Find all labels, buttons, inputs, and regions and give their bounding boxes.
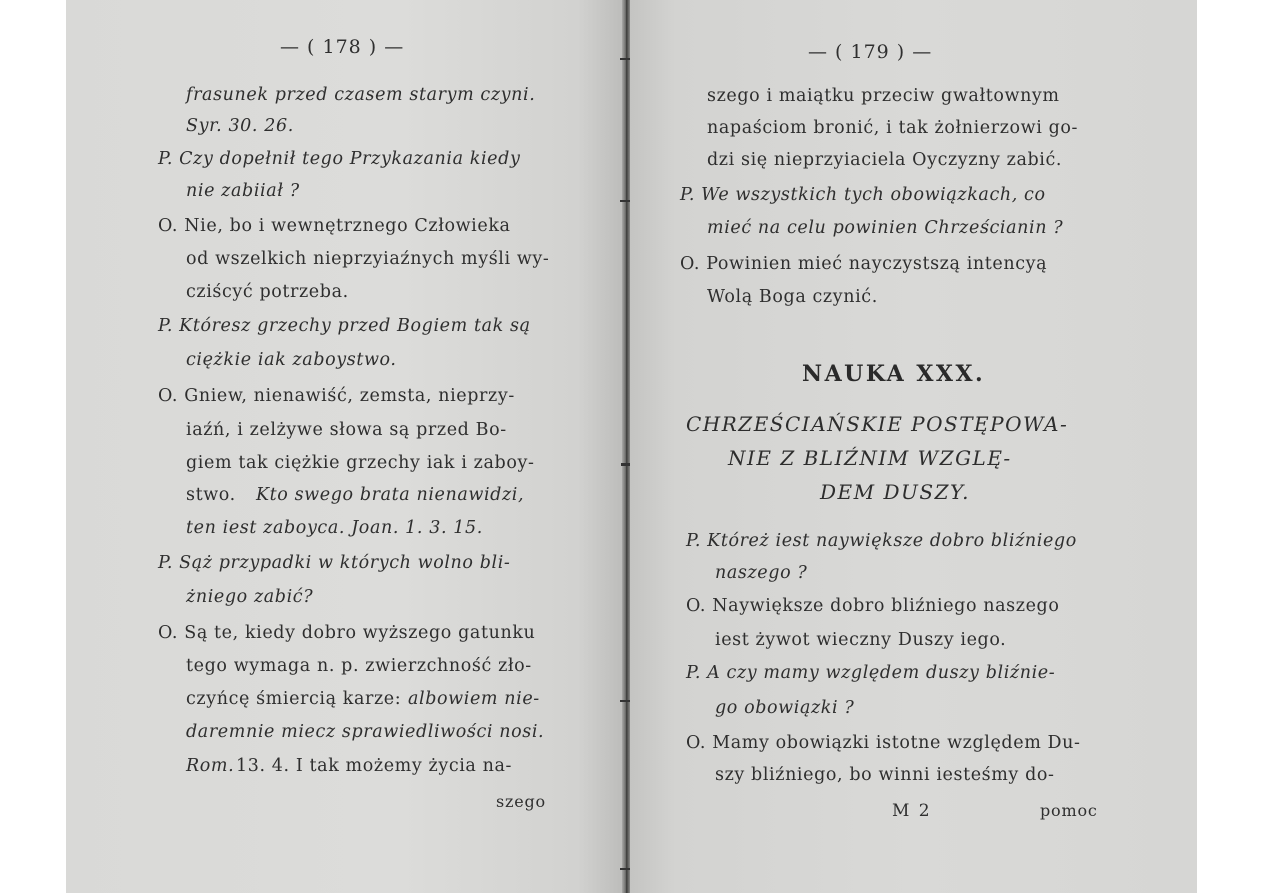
gutter-mark <box>620 700 630 702</box>
left-page <box>66 0 622 893</box>
right-line-15: szy bliźniego, bo winni iesteśmy do- <box>715 765 1055 785</box>
right-line-14: O. Mamy obowiązki istotne względem Du- <box>686 733 1081 753</box>
right-line-6: O. Powinien mieć nayczystszą intencyą <box>680 254 1048 274</box>
left-line-17: O. Są te, kiedy dobro wyższego gatunku <box>158 623 536 643</box>
subtitle-line-3: DEM DUSZY. <box>820 480 970 504</box>
right-line-4: P. We wszystkich tych obowiązkach, co <box>680 185 1046 205</box>
signature-mark: M 2 <box>892 801 932 821</box>
left-line-19b: albowiem nie- <box>408 689 540 709</box>
left-line-10: O. Gniew, nienawiść, zemsta, nieprzy- <box>158 386 515 406</box>
left-line-20: daremnie miecz sprawiedliwości nosi. <box>186 722 545 742</box>
left-line-3: P. Czy dopełnił tego Przykazania kiedy <box>158 149 521 169</box>
right-line-7: Wolą Boga czynić. <box>707 287 878 307</box>
left-line-11: iaźń, i zelżywe słowa są przed Bo- <box>186 420 507 440</box>
left-line-14: ten iest zaboyca. Joan. 1. 3. 15. <box>186 518 483 538</box>
left-line-15: P. Sąż przypadki w których wolno bli- <box>158 553 511 573</box>
right-line-11: iest żywot wieczny Duszy iego. <box>715 630 1007 650</box>
right-line-10: O. Naywiększe dobro bliźniego naszego <box>686 596 1060 616</box>
right-line-9: naszego ? <box>715 563 808 583</box>
subtitle-line-1: CHRZEŚCIAŃSKIE POSTĘPOWA- <box>686 412 1069 436</box>
right-line-2: napaściom bronić, i tak żołnierzowi go- <box>707 118 1079 138</box>
left-line-5: O. Nie, bo i wewnętrznego Człowieka <box>158 216 511 236</box>
left-page-number: — ( 178 ) — <box>280 36 405 58</box>
gutter-mark <box>620 868 630 870</box>
left-line-4: nie zabiiał ? <box>186 181 300 201</box>
left-line-16: żniego zabić? <box>186 587 314 607</box>
left-line-8: P. Któresz grzechy przed Bogiem tak są <box>158 316 531 336</box>
right-line-3: dzi się nieprzyiaciela Oyczyzny zabić. <box>707 150 1063 170</box>
left-line-18: tego wymaga n. p. zwierzchność zło- <box>186 656 532 676</box>
book-gutter <box>622 0 630 893</box>
right-page-number: — ( 179 ) — <box>808 41 933 63</box>
right-line-12: P. A czy mamy względem duszy bliźnie- <box>686 663 1056 683</box>
right-catchword: pomoc <box>1040 801 1098 820</box>
right-page <box>630 0 1197 893</box>
left-line-13a: stwo. <box>186 485 236 505</box>
right-line-1: szego i maiątku przeciw gwałtownym <box>707 86 1060 106</box>
right-line-5: mieć na celu powinien Chrześcianin ? <box>707 218 1064 238</box>
book-spread <box>66 0 1197 893</box>
left-line-2: Syr. 30. 26. <box>186 116 294 136</box>
left-line-21b: 13. 4. I tak możemy życia na- <box>236 756 513 776</box>
right-line-8: P. Któreż iest naywiększe dobro bliźniego <box>686 531 1077 551</box>
section-title: NAUKA XXX. <box>802 361 986 387</box>
left-line-9: ciężkie iak zaboystwo. <box>186 350 397 370</box>
left-line-21a: Rom. <box>186 756 235 776</box>
left-line-1: frasunek przed czasem starym czyni. <box>186 85 536 105</box>
left-line-12: giem tak ciężkie grzechy iak i zaboy- <box>186 453 535 473</box>
left-line-6: od wszelkich nieprzyiaźnych myśli wy- <box>186 249 550 269</box>
left-line-13b: Kto swego brata nienawidzi, <box>256 485 525 505</box>
left-catchword: szego <box>496 792 546 811</box>
gutter-mark <box>620 200 630 202</box>
right-line-13: go obowiązki ? <box>715 698 855 718</box>
left-line-19a: czyńcę śmiercią karze: <box>186 689 402 709</box>
subtitle-line-2: NIE Z BLIŹNIM WZGLĘ- <box>728 446 1012 470</box>
gutter-mark <box>620 58 630 60</box>
left-line-7: cziścyć potrzeba. <box>186 282 349 302</box>
